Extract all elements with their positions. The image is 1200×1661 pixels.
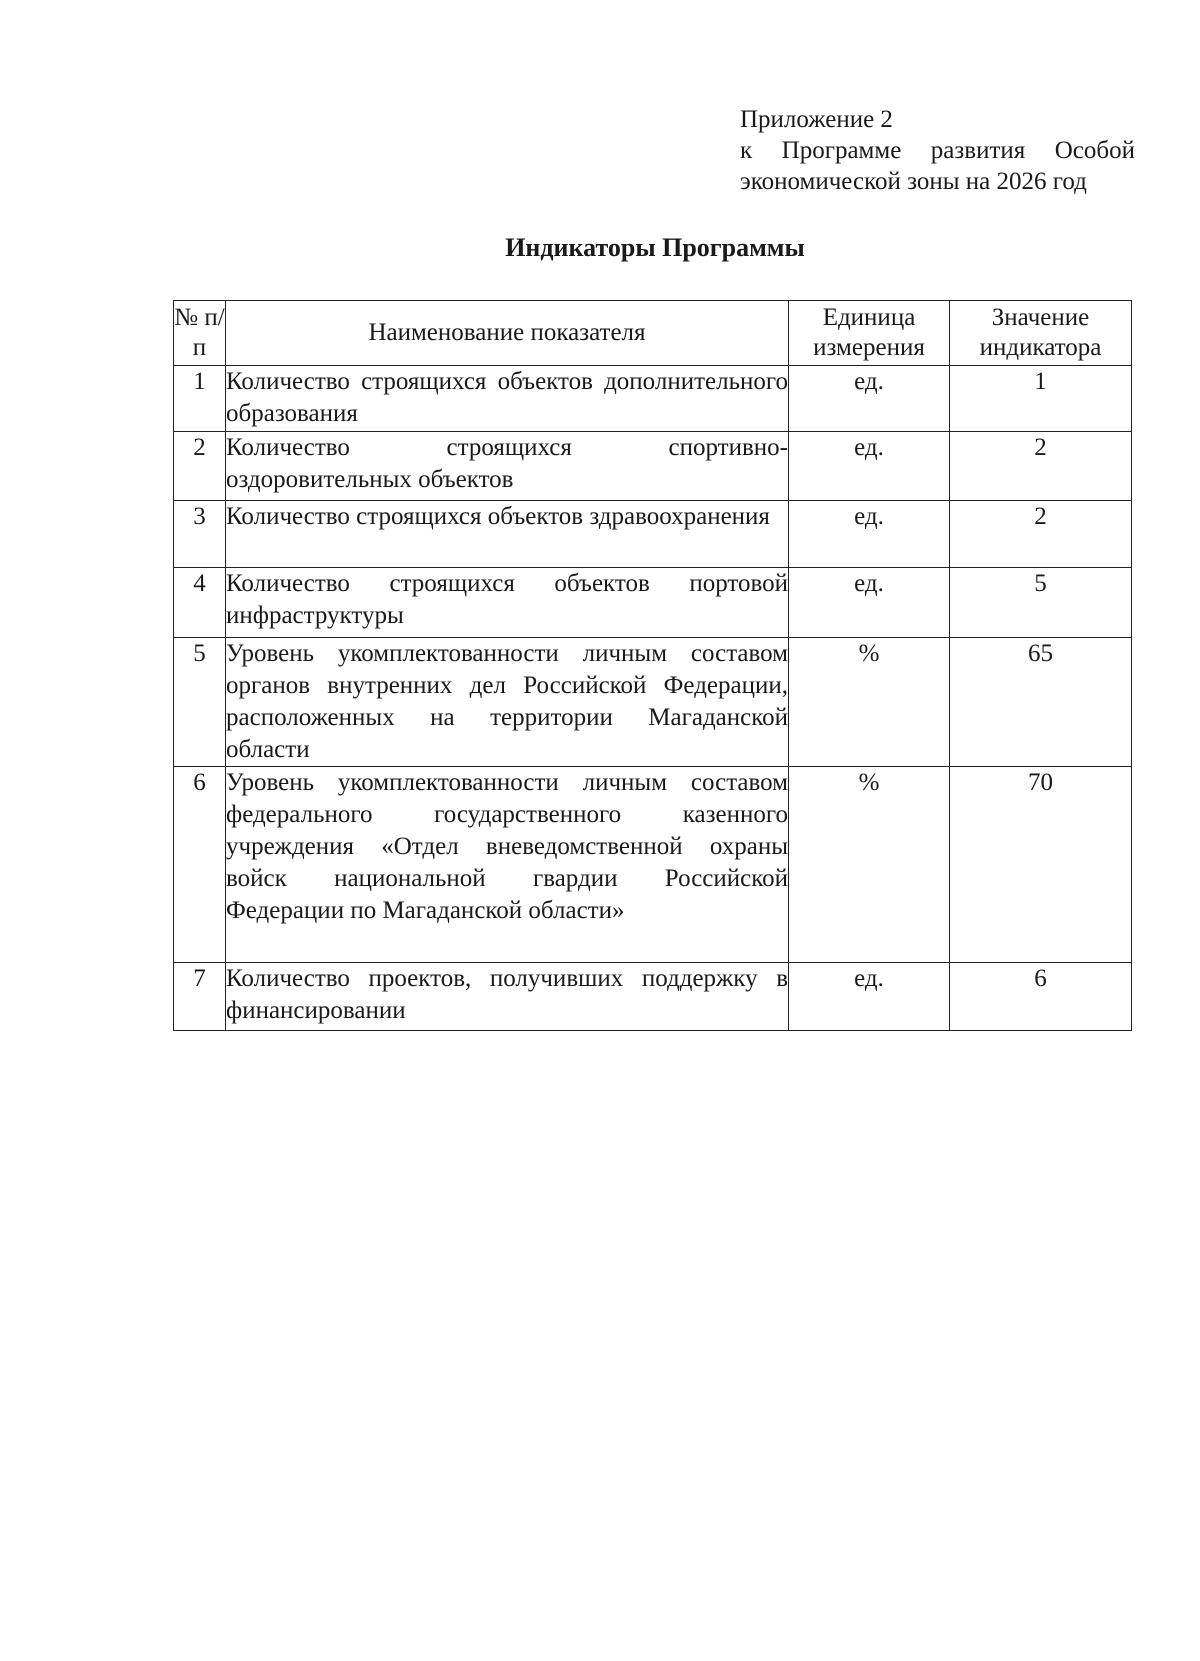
table-row	[174, 568, 1132, 638]
table-row	[174, 638, 1132, 767]
table-row	[174, 767, 1132, 963]
table-row	[174, 366, 1132, 432]
row-value: 65	[950, 638, 1132, 767]
row-number: 3	[174, 501, 226, 568]
row-unit: %	[789, 638, 950, 767]
table-header-row	[174, 301, 1132, 366]
row-value: 1	[950, 366, 1132, 432]
document-title: Индикаторы Программы	[505, 233, 805, 262]
row-indicator-name: Уровень укомплектованности личным составом федерального государственного казенного учреждения «Отдел вневедомственной охраны войск национальной гвардии Российской Федерации по Магаданской области»	[226, 767, 789, 963]
row-indicator-name: Количество строящихся объектов портовой инфраструктуры	[226, 568, 789, 638]
appendix-header	[740, 104, 1135, 197]
row-indicator-name: Количество проектов, получивших поддержку в финансировании	[226, 963, 789, 1031]
appendix-program-year: экономической зоны на 2026 год	[740, 168, 1087, 195]
row-number: 5	[174, 638, 226, 767]
row-value: 70	[950, 767, 1132, 963]
row-number: 7	[174, 963, 226, 1031]
row-number: 6	[174, 767, 226, 963]
row-unit: ед.	[789, 963, 950, 1031]
table-row	[174, 432, 1132, 501]
row-value: 5	[950, 568, 1132, 638]
row-unit: ед.	[789, 366, 950, 432]
row-number: 1	[174, 366, 226, 432]
row-value: 2	[950, 432, 1132, 501]
row-number: 2	[174, 432, 226, 501]
row-indicator-name: Количество строящихся объектов здравоохранения	[226, 501, 789, 568]
header-unit: Единица измерения	[789, 301, 950, 366]
indicators-table	[173, 300, 1132, 1031]
row-value: 6	[950, 963, 1132, 1031]
row-indicator-name: Количество строящихся спортивно-оздоровительных объектов	[226, 432, 789, 501]
row-indicator-name: Количество строящихся объектов дополнительного образования	[226, 366, 789, 432]
row-unit: ед.	[789, 568, 950, 638]
header-number: № п/п	[174, 301, 226, 366]
row-unit: ед.	[789, 432, 950, 501]
row-value: 2	[950, 501, 1132, 568]
appendix-program-ref: к Программе развития Особой	[740, 137, 1135, 164]
header-indicator-name: Наименование показателя	[226, 301, 789, 366]
row-unit: ед.	[789, 501, 950, 568]
header-value: Значение индикатора	[950, 301, 1132, 366]
row-unit: %	[789, 767, 950, 963]
row-number: 4	[174, 568, 226, 638]
table-row	[174, 963, 1132, 1031]
appendix-number: Приложение 2	[740, 106, 893, 133]
table-row	[174, 501, 1132, 568]
row-indicator-name: Уровень укомплектованности личным составом органов внутренних дел Российской Федерации, расположенных на территории Магаданской области	[226, 638, 789, 767]
